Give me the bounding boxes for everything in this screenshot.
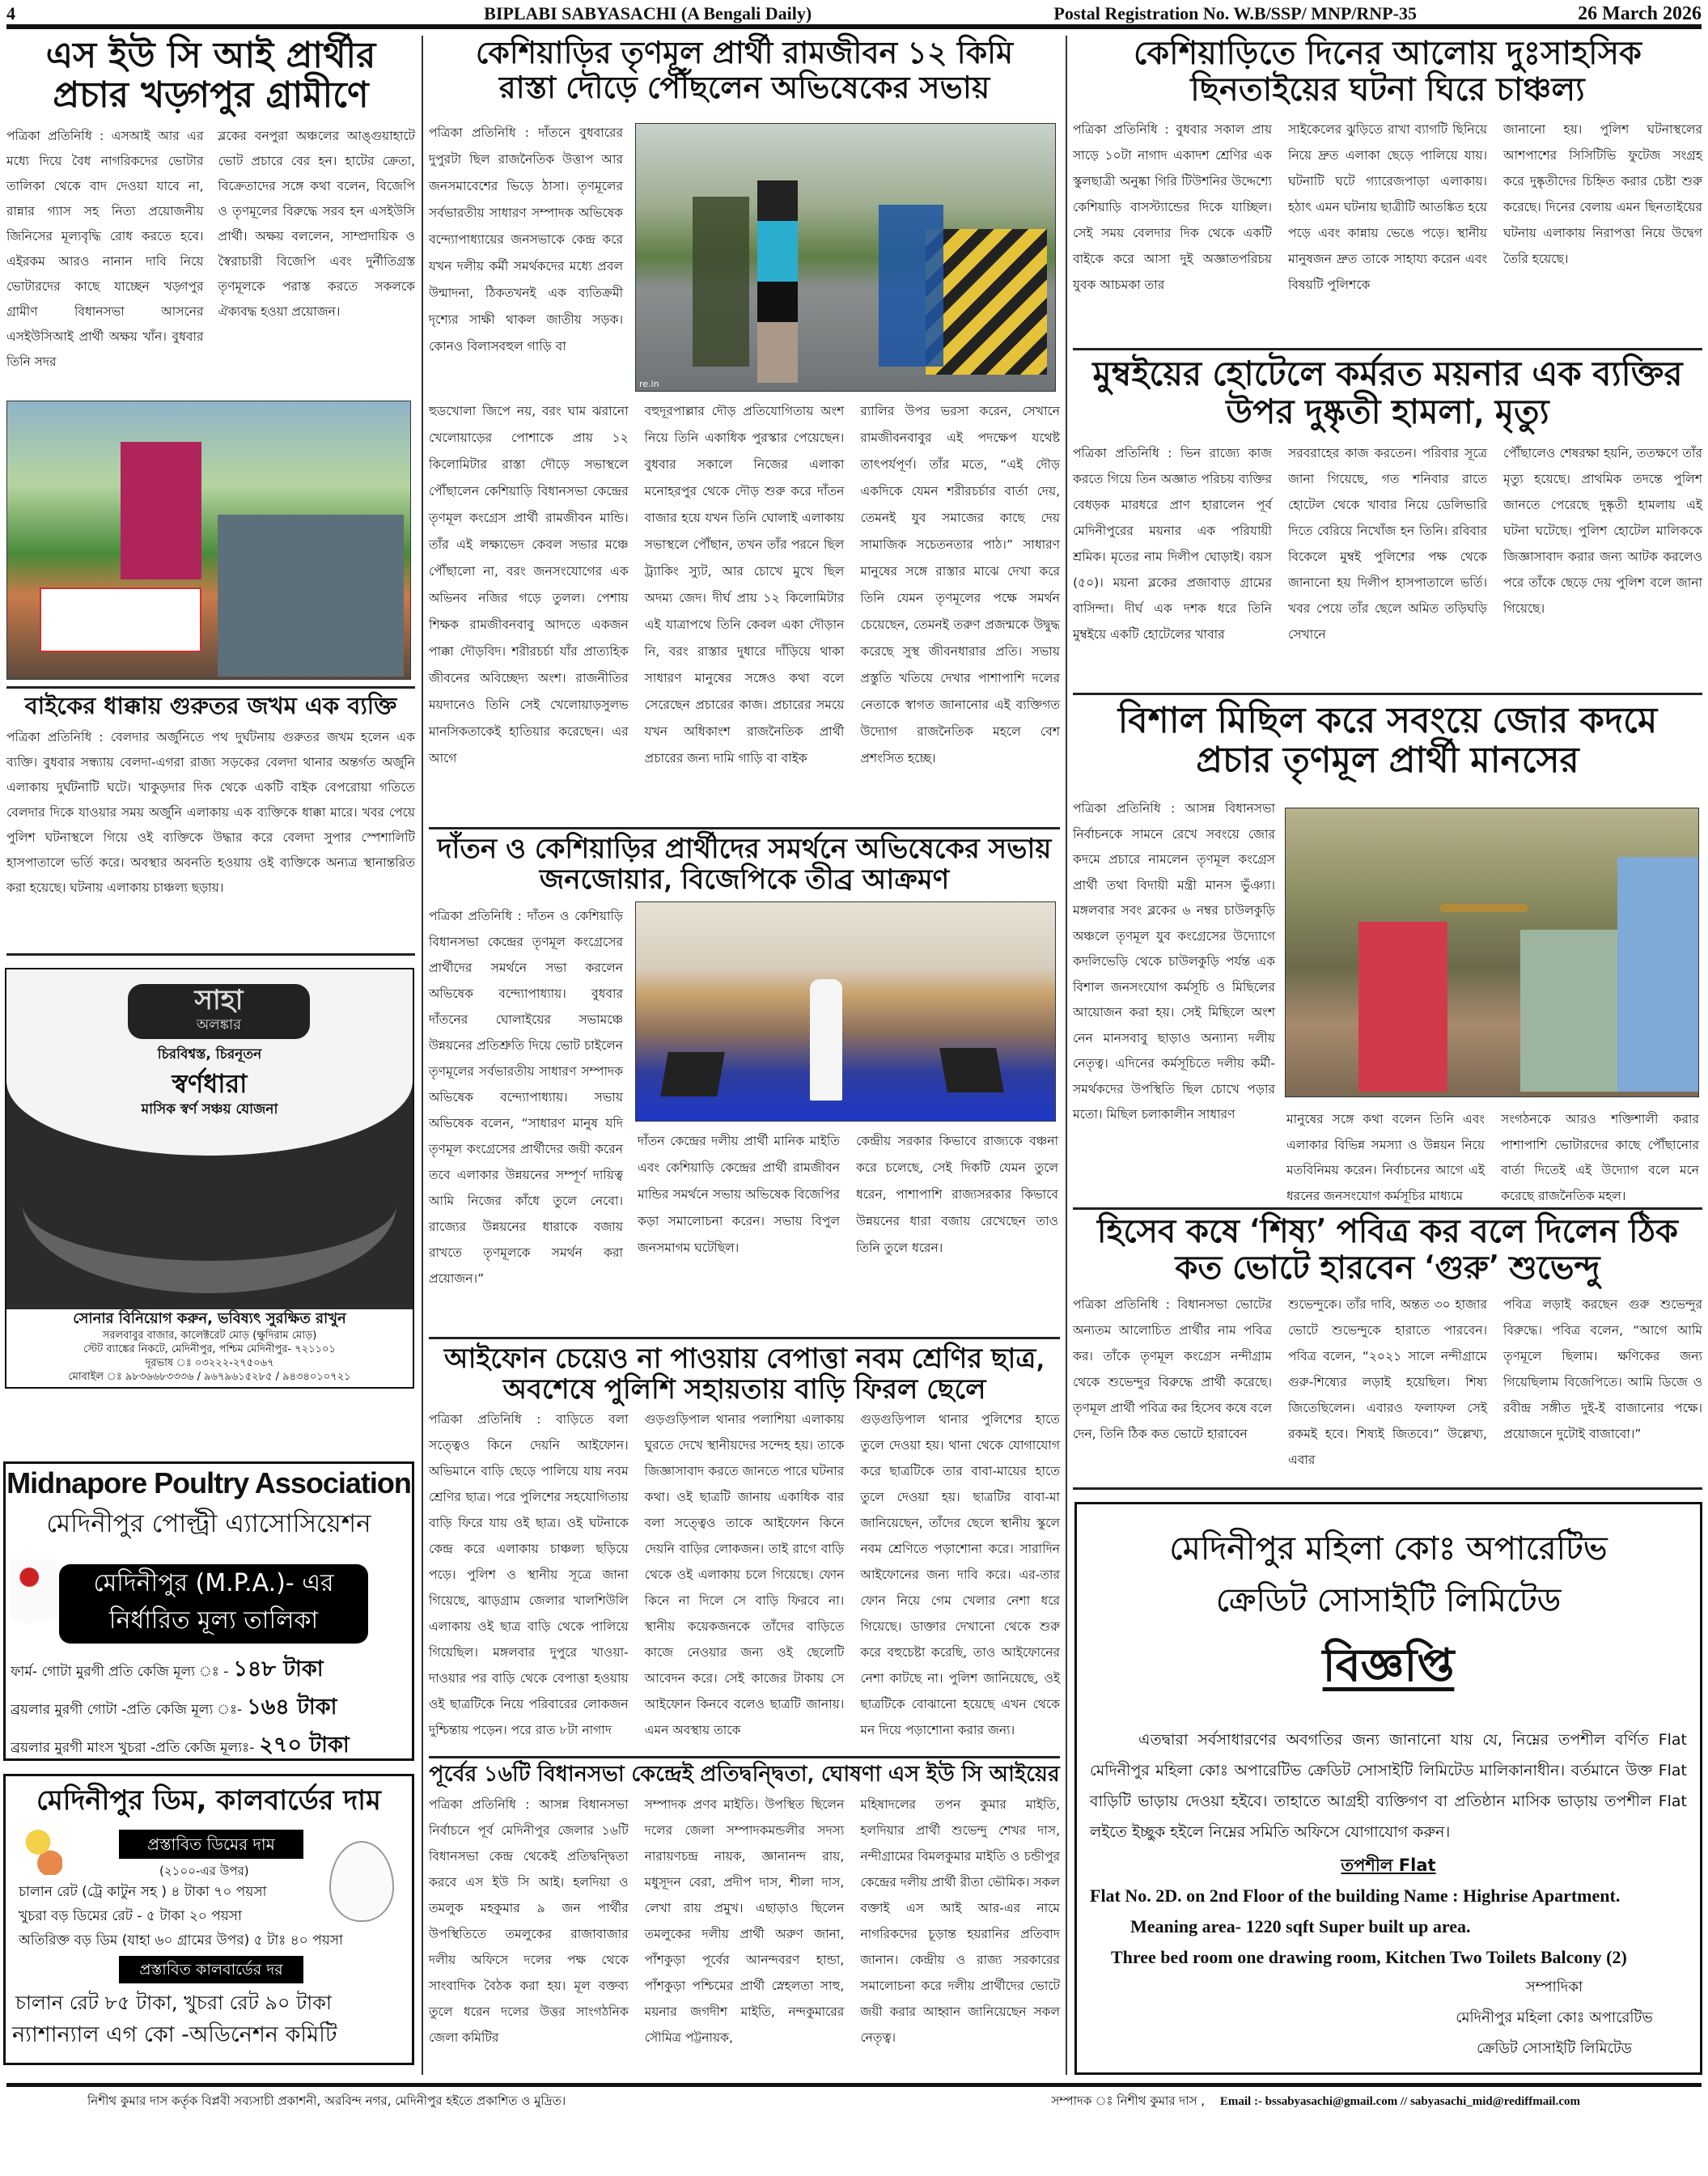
price-label: ব্রয়লার মুরগী গোটা -প্রতি কেজি মূল্য ঃ- [11,1702,243,1718]
headline: বাইকের ধাক্কায় গুরুতর জখম এক ব্যক্তি [24,692,397,719]
poultry-title-bn: মেদিনীপুর পোল্ট্রী এ্যাসোসিয়েশন [46,1509,371,1538]
brand-logo [128,984,310,1039]
poultry-price-list [11,1652,407,1766]
kalbird-price-banner: প্রস্তাবিত কালবার্ডের দর [119,1956,303,1983]
article-column: জানানো হয়। পুলিশ ঘটনাস্থলের আশপাশের সিসিটিভি ফুটেজ সংগ্রহ করে দুষ্কৃতীদের চিহ্নিত করার চেষ্টা শুরু করেছে। দিনের বেলায় এমন ছিনতাইয়ের ঘটনায় এলাকায় নিরাপত্তা নিয়ে উদ্বেগ তৈরি হয়েছে। [1503,121,1702,266]
notice-signatory [1441,1972,1668,2064]
article-column: দাঁতন কেন্দ্রের দলীয় প্রার্থী মানিক মাইতি এবং কেশিয়াড়ি কেন্দ্রের প্রার্থী রামজীবন মান্ডির সমর্থনে সভায় অভিষেক বিজেপির কড়া সমালোচনা করেন। সভায় বিপুল জনসমাগম ঘটেছিল। [638,1134,840,1255]
kalbird-rate: চালান রেট ৮৫ টাকা, খুচরা রেট ৯০ টাকা [15,1991,332,2014]
article-bike-accident [6,693,415,952]
article-column: পত্রিকা প্রতিনিধি : এসআই আর এর মধ্যে দিয়ে বৈধ নাগরিকদের ভোটার তালিকা থেকে বাদ দেওয়া যাবে না, রান্নার গ্যাস সহ নিত্য প্রয়োজনীয় জিনিসের মূল্যবৃদ্ধি রোধ করতে হবে। এইরকম আরও নানান দাবি নিয়ে ভোটারদের কাছে যাচ্ছেন খড়্গপুর গ্রামীণ বিধানসভা আসনের এসইউসিআই প্রার্থী অক্ষয় খাঁন। বুধবার তিনি সদর [6,128,204,369]
masthead-rule [6,24,1702,29]
section-rule [1073,693,1702,695]
section-rule [429,1756,1060,1758]
article-abhishek-rally [429,833,1060,1327]
ramjiban-run-photo [635,123,1056,392]
section-rule [1073,1207,1702,1210]
committee-name: ন্যাশান্যাল এগ কো -অডিনেশন কমিটি [12,2022,337,2047]
price-row [11,1652,407,1690]
article-suci-campaign [6,36,415,392]
egg-note: (২১০০-এর উপর) [159,1864,249,1878]
page-number: 4 [6,3,15,23]
headline: বিশাল মিছিল করে সবংয়ে জোর কদমে প্রচার তৃণমূল প্রার্থী মানসের [1117,700,1658,782]
abhishek-rally-photo [635,901,1056,1122]
headline: দাঁতন ও কেশিয়াড়ির প্রার্থীদের সমর্থনে অভিষেকের সভায় জনজোয়ার, বিজেপিকে তীব্র আক্রমণ [437,833,1052,897]
article-column: গুড়গুড়িপাল থানার পুলিশের হাতে তুলে দেওয়া হয়। থানা থেকে যোগাযোগ করে ছাত্রটিকে তার বাবা-মায়ের হাতে তুলে দেওয়া হয়। ছাত্রটির বাবা-মা জানিয়েছেন, তাঁদের ছেলে স্থানীয় স্কুলে নবম শ্রেণিতে পড়াশোনা করে। সারাদিন আইফোনের জন্য দাবি করে। এর-তার ফোন নিয়ে গেম খেলার নেশা ধরে গিয়েছে। ডাক্তার দেখানো থেকে শুরু করে বহুচেষ্টা করেছি, তাও আইফোনের নেশা কাটছে না। পুলিশ জানিয়েছে, ওই ছাত্রটিকে বোঝানো হয়েছে এখন থেকে মন দিয়ে পড়াশোনা করার জন্য। [860,1412,1061,1738]
section-rule [429,1337,1060,1339]
contact-email[interactable]: Email :- bssabyasachi@gmail.com // sabyasachi_mid@rediffmail.com [1219,2095,1580,2108]
egg-price-ad [3,1774,414,2065]
publisher-imprint: নিশীথ কুমার দাস কর্তৃক বিপ্লবী সব্যসাচী প্রকাশনী, অরবিন্দ নগর, মেদিনীপুর হইতে প্রকাশিত ও মুদ্রিত। [87,2093,566,2108]
aarti-plate [1439,904,1528,912]
article-column: ব্লকের বনপুরা অঞ্চলের আঙ্গুয়াহাটে ভোট প্রচারে বের হন। হাটের ক্রেতা, বিক্রেতাদের সঙ্গে কথা বলেন, বিজেপি ও তৃণমূলের বিরুদ্ধে সরব হন এসইউসি প্রার্থী। অক্ষয় বললেন, সাম্প্রদায়িক ও স্বৈরাচারী বিজেপি এবং দুর্নীতিগ্রস্ত তৃণমূলকে পরাস্ত করতে সকলকে ঐক্যবদ্ধ হওয়া প্রয়োজন। [218,128,415,319]
postal-registration: Postal Registration No. W.B/SSP/ MNP/RNP-35 [1053,3,1417,23]
ad-tagline: চিরবিশ্বস্ত, চিরনূতন [157,1046,262,1063]
article-column: পত্রিকা প্রতিনিধি : দাঁতনে বুধবারের দুপুরটা ছিল রাজনৈতিক উত্তাপ আর জনসমাবেশের ভিড়ে ঠাসা। তৃণমূলের সর্বভারতীয় সাধারণ সম্পাদক অভিষেক বন্দ্যোপাধ্যায়ের জনসভাকে কেন্দ্র করে যখন দলীয় কর্মী সমর্থকদের মধ্যে প্রবল উন্মাদনা, ঠিকতখনই এক ব্যতিক্রমী দৃশ্যের সাক্ষী থাকল জাতীয় সড়ক। কোনও বিলাসবহুল গাড়ি বা [429,125,623,354]
article-column: হুডখোলা জিপে নয়, বরং ঘাম ঝরানো খেলোয়াড়ের পোশাকে প্রায় ১২ কিলোমিটার রাস্তা দৌড়ে সভাস্থলে পৌঁছালেন কেশিয়াড়ি বিধানসভা কেন্দ্রের তৃণমূল কংগ্রেস প্রার্থী রামজীবন মান্ডি। তাঁর এই লক্ষ্যভেদ কেবল সভার মঞ্চে পৌঁছালো না, বরং জনসংযোগের এক অভিনব নজির গড়ে তুলল। পেশায় শিক্ষক রামজীবনবাবু আদতে একজন পাক্কা দৌড়বিদ। শরীরচর্চা যাঁর প্রাত্যহিক জীবনের অবিচ্ছেদ্য অংশ। রাজনীতির ময়দানেও তিনি সেই খেলোয়াড়সুলভ মানসিকতাকেই হাতিয়ার করেছেন। এর আগে [429,404,629,766]
ad-contact-panel [6,1309,413,1387]
article-column: মহিষাদলের তপন কুমার মাইতি, হলদিয়ার প্রার্থী শুভেন্দু শেখর দাস, নন্দীগ্রামের বিমলকুমার মাইতি ও চন্ডীপুর কেন্দ্রের দলীয় প্রার্থী রীতা ভৌমিক। সকল বক্তাই এস আই আর-এর নামে নাগরিকদের চূড়ান্ত হয়রানির প্রতিবাদ জানান। কেন্দ্রীয় ও রাজ্য সরকারের সমালোচনা করে দলীয় প্রার্থীদের ভোটে জয়ী করার আহ্বান জানিয়েছেন সকল নেতৃত্ব। [860,1797,1061,2046]
banner-shape [121,442,201,579]
issue-date: 26 March 2026 [1578,2,1702,24]
ad-phone: দূরভাষ ঃ ০৩২২২-২৭৫০৬৭ [145,1357,274,1369]
banner-line: নির্ধারিত মূল্য তালিকা [108,1606,319,1635]
article-column: পত্রিকা প্রতিনিধি : বিধানসভা ভোটের অন্যতম আলোচিত প্রার্থীর নাম পবিত্র কর। তাঁকে তৃণমূল কংগ্রেস নন্দীগ্রাম থেকে শুভেন্দুর বিরুদ্ধে প্রার্থী করেছে। তৃণমূল প্রার্থী পবিত্র কর হিসেব কষে বলে দেন, তিনি ঠিক কত ভোটে হারাবেন [1073,1296,1272,1441]
notice-title: বিজ্ঞপ্তি [1322,1639,1455,1692]
egg-rates [19,1880,343,1953]
footer-contact [1051,2092,1580,2112]
supporter-figure [1617,857,1698,1092]
egg-rate: খুচরা বড় ডিমের রেট - ৫ টাকা ২০ পয়সা [19,1908,242,1924]
woman-figure [1358,922,1447,1092]
article-column: সাইকেলের ঝুড়িতে রাখা ব্যাগটি ছিনিয়ে নিয়ে দ্রুত এলাকা ছেড়ে পালিয়ে যায়। ঘটনাটি ঘটে গ্যারেজপাড়া এলাকায়। হঠাৎ এমন ঘটনায় ছাত্রীটি আতঙ্কিত হয়ে পড়ে এবং কান্নায় ভেঙে পড়ে। স্থানীয় মানুষজন দ্রুত তাকে সাহায্য করেন এবং বিষয়টি পুলিশকে [1288,121,1487,292]
footer [6,2092,1702,2112]
article-column: র‍্যালির উপর ভরসা করেন, সেখানে রামজীবনবাবুর এই পদক্ষেপ যথেষ্ট তাৎপর্যপূর্ণ। তাঁর মতে, “এই দৌড় একদিকে যেমন শরীরচর্চার বার্তা দেয়, তেমনই যুব সমাজের কাছে দেয় সামাজিক সচেতনতার পাঠ।” সাধারণ মানুষের সঙ্গে রাস্তার মাঝে দেখা করে তিনি যেমন তৃণমূলের পক্ষে সমর্থন চেয়েছেন, তেমনই তরুণ প্রজন্মকে উদ্বুদ্ধ করেছে সুস্থ জীবনধারার প্রতি। সভায় প্রস্তুতি খতিয়ে দেখার পাশাপাশি দলের নেতাকে স্বাগত জানানোর এই ব্যক্তিগত উদ্যোগ রাজনৈতিক মহলে বেশ প্রশংসিত হচ্ছে। [860,404,1061,766]
flat-detail: Meaning area- 1220 sqft Super built up area. [1130,1916,1471,1936]
article-ramjiban-run [429,36,1060,837]
candidate-figure [1520,930,1625,1092]
necklace-graphic [23,1115,396,1293]
flat-detail: Three bed room one drawing room, Kitchen Two Toilets Balcony (2) [1111,1947,1627,1967]
photo-credit: re.in [639,379,659,389]
ad-slogan: সোনার বিনিয়োগ করুন, ভবিষ্যৎ সুরক্ষিত রাখুন [73,1310,346,1327]
rider [879,205,943,367]
article-column: পত্রিকা প্রতিনিধি : আসন্ন বিধানসভা নির্বাচনে পূর্ব মেদিনীপুর জেলার ১৬টি বিধানসভা কেন্দ্র থেকেই প্রতিদ্বন্দ্বিতা করবে এস ইউ সি আই। হলদিয়া ও তমলুক মহকুমার ৯ জন পার্থীর উপস্থিতিতে তমলুকের রাজাবাজার দলীয় অফিসে দলের পক্ষ থেকে সাংবাদিক বৈঠক করা হয়। মূল বক্তব্য তুলে ধরেন দলের উত্তর সাংগঠনিক জেলা কমিটির [429,1797,629,2046]
notice-org-line: মেদিনীপুর মহিলা কোঃ অপারেটিভ [1169,1530,1608,1567]
poultry-ad [3,1461,414,1761]
price-value: ১৪৮ টাকা [233,1656,324,1682]
notice-org-line: ক্রেডিট সোসাইটি লিমিটেড [1215,1582,1562,1619]
article-column: সম্পাদক প্রণব মাইতি। উপস্থিত ছিলেন দলের জেলা সম্পাদকমন্ডলীর সদস্য নারায়ণচন্দ্র নায়ক, জ্ঞানানন্দ রায়, মধুসূদন বেরা, প্রদীপ দাস, শীলা দাস, লেখা রায় প্রমুখ। এছাড়াও ছিলেন তমলুকের দলীয় প্রার্থী অরুণ জানা, পাঁশকুড়া পূর্বের আনন্দবরণ হান্ডা, পাঁশকুড়া পশ্চিমের প্রার্থী স্নেহলতা সাহু, ময়নার জগদীশ মাইতি, নন্দকুমারের সৌমিত্র পট্টনায়ক, [644,1797,845,2046]
runner [757,180,798,383]
section-rule [6,953,415,956]
section-rule [6,686,415,689]
cooperative-notice [1074,1502,1702,2075]
paper-name: BIPLABI SABYASACHI (A Bengali Daily) [484,3,812,23]
footer-rule [6,2083,1702,2087]
masthead [6,3,1702,24]
article-manas-rally [1073,701,1702,1203]
article-column: পত্রিকা প্রতিনিধি : বুধবার সকাল প্রায় সাড়ে ১০টা নাগাদ একাদশ শ্রেণির এক স্কুলছাত্রী অনুষ্কা গিরি টিউশনির উদ্দেশ্যে কেশিয়াড়ি বাসস্ট্যান্ডের দিকে যাচ্ছিল। সেই সময় বেলদার দিক থেকে একটি বাইকে করে আসা দুই অজ্ঞাতপরিচয় যুবক আচমকা তার [1073,121,1272,292]
article-column: শুভেন্দুকে। তাঁর দাবি, অন্তত ৩০ হাজার ভোটে শুভেন্দুকে হারাতে পারবেন। পবিত্র বলেন, “২০২১ সালে নন্দীগ্রামে গুরু-শিষ্যের লড়াই হয়েছিল। শিষ্য জিতেছিলেন। এবারও ফলাফল সেই রকমই হবে। শিষ্যই জিতবে।” উল্লেখ্য, এবার [1288,1296,1487,1467]
rider [693,197,749,367]
article-pabitra-kar [1073,1214,1702,1489]
brand-name: সাহা [194,984,244,1016]
headline: মুম্বইয়ের হোটেলে কর্মরত ময়নার এক ব্যক্তির উপর দুষ্কৃতী হামলা, মৃত্যু [1092,354,1683,432]
notice-body: এতদ্বারা সর্বসাধারণের অবগতির জন্য জানানো যায় যে, নিম্নের তপশীল বর্ণিত Flat মেদিনীপুর মহিলা কোঃ অপারেটিভ ক্রেডিট সোসাইটি লিমিটেড মালিকানাধীন। বর্তমানে উক্ত Flat বাড়িটি ভাড়ায় দেওয়া হইবে। তাহাতে আগ্রহী ব্যক্তিগণ বা প্রতিষ্ঠান মাসিক ভাড়ায় তপশীল Flat লইতে ইচ্ছুক হইলে নিম্নের সমিতি অফিসে যোগাযোগ করুন। [1090,1731,1687,1841]
price-list-banner [59,1564,368,1644]
egg-rate: অতিরিক্ত বড় ডিম (যাহা ৬০ গ্রামের উপর) ৫ টাঃ ৪০ পয়সা [19,1932,343,1949]
manas-rally-photo [1285,808,1699,1097]
price-value: ২৭০ টাকা [259,1733,350,1758]
poultry-title-en: Midnapore Poultry Association [6,1466,411,1499]
headline: কেশিয়াড়ির তৃণমূল প্রার্থী রামজীবন ১২ কিমি রাস্তা দৌড়ে পৌঁছলেন অভিষেকের সভায় [475,35,1014,105]
scheme-name: স্বর্ণধারা [172,1068,248,1099]
schedule-title: তপশীল Flat [1341,1856,1436,1875]
chick-icon [22,1828,62,1875]
chicken-icon [11,1559,57,1648]
scheme-description: মাসিক স্বর্ণ সঞ্চয় যোজনা [141,1101,278,1118]
article-column: কেন্দ্রীয় সরকার কিভাবে রাজ্যকে বঞ্চনা করে চলেছে, সেই দিকটি যেমন তুলে ধরেন, পাশাপাশি রাজ্যসরকার কিভাবে উন্নয়নের ধারা বজায় রেখেছেন তাও তিনি তুলে ধরেন। [856,1134,1058,1255]
headline: আইফোন চেয়েও না পাওয়ায় বেপাত্তা নবম শ্রেণির ছাত্র, অবশেষে পুলিশি সহায়তায় বাড়ি ফিরল ছেলে [443,1343,1045,1406]
ad-mobile: মোবাইল ঃ ৯৮৩৬৬৮৩৩৩৬ / ৯৬৭৯৬১৫২৮৫ / ৯৪৩৪০১০৭২১ [68,1371,351,1383]
price-label: ফার্ম- গোটা মুরগী প্রতি কেজি মূল্য ঃ - [11,1664,229,1680]
article-column: পত্রিকা প্রতিনিধি : ভিন রাজ্যে কাজ করতে গিয়ে তিন অজ্ঞাত পরিচয় ব্যক্তির বেধড়ক মারধরে প্রাণ হারালেন পূর্ব মেদিনীপুরের ময়নার এক পরিযায়ী শ্রমিক। মৃতের নাম দিলীপ ঘোড়াই। বয়স (৫০)। ময়না ব্লকের প্রজাবাড় গ্রামের বাসিন্দা। দীর্ঘ এক দশক ধরে তিনি মুম্বইয়ে একটি হোটেলের খাবার [1073,446,1272,643]
article-mumbai-attack [1073,354,1702,694]
egg-ad-title: মেদিনীপুর ডিম, কালবার্ডের দাম [36,1784,381,1817]
banner-line: মেদিনীপুর (M.P.A.)- এর [93,1569,334,1597]
article-column: পবিত্র লড়াই করছেন গুরু শুভেন্দুর বিরুদ্ধে। পবিত্র বলেন, “আগে আমি তৃণমূলে ছিলাম। ক্ষণিকের জন্য গিয়েছিলাম বিজেপিতে। আমি ডিজে ও রবীন্দ্র সঙ্গীত দুই-ই বাজানোর পক্ষে। প্রয়োজনে দুটোই বাজাবো।” [1503,1296,1702,1441]
brand-subtitle: অলঙ্কার [196,1016,242,1033]
people-group [218,515,404,677]
article-column: বহুদূরপাল্লার দৌড় প্রতিযোগিতায় অংশ নিয়ে তিনি একাধিক পুরস্কার পেয়েছেন। বুধবার সকালে নিজের এলাকা মনোহরপুর থেকে দৌড় শুরু করে দাঁতন বাজার হয়ে যখন তিনি ঘোলাই এলাকায় সভাস্থলে পৌঁছান, তখন তাঁর পরনে ছিল ট্র্যাকিং স্যুট, আর চোখে মুখে ছিল অদম্য জেদ। দীর্ঘ প্রায় ১২ কিলোমিটার এই যাত্রাপথে তিনি কেবল একা দৌড়ান নি, বরং রাস্তার দুধারে দাঁড়িয়ে থাকা সাধারণ মানুষের সঙ্গেও কথা বলে সেরেছেন প্রচারের কাজ। প্রচারের সময়ে যখন অধিকাংশ রাজনৈতিক প্রার্থী প্রচারের জন্য দামি গাড়ি বা বাইক [644,404,845,766]
article-column: মানুষের সঙ্গে কথা বলেন তিনি এবং এলাকার বিভিন্ন সমস্যা ও উন্নয়ন নিয়ে মতবিনিময় করেন। নির্বাচনের আগে এই ধরনের জনসংযোগ কর্মসূচির মাধ্যমে [1286,1112,1485,1203]
signatory-title: সম্পাদিকা [1525,1979,1583,1996]
article-column: পৌঁছালেও শেষরক্ষা হয়নি, ততক্ষণে তাঁর মৃত্যু হয়েছে। প্রাথমিক তদন্তে পুলিশ জানতে পেরেছে দুষ্কৃতী হামলায় এই ঘটনা ঘটেছে। পুলিশ হোটেল মালিককে জিজ্ঞাসাবাদ করার জন্য আটক করলেও পরে তাঁকে ছেড়ে দেয় পুলিশ বলে জানা গিয়েছে। [1503,446,1702,617]
column-divider [422,36,423,2075]
headline: এস ইউ সি আই প্রার্থীর প্রচার খড়্গপুর গ্রামীণে [45,35,376,117]
loudspeaker [939,1048,1004,1092]
price-value: ১৬৪ টাকা [247,1695,337,1720]
jewellery-ad [5,968,414,1389]
article-suci-16-seats [429,1762,1060,2078]
campaign-banner [40,587,201,652]
signatory-org: মেদিনীপুর মহিলা কোঃ অপারেটিভ [1456,2009,1653,2026]
price-row [11,1728,407,1766]
egg-rate: চালান রেট (ট্রে কাটুন সহ ) ৪ টাকা ৭০ পয়সা [19,1884,267,1900]
suci-campaign-photo [6,401,411,680]
headline: কেশিয়াড়িতে দিনের আলোয় দুঃসাহসিক ছিনতাইয়ের ঘটনা ঘিরে চাঞ্চল্য [1133,35,1642,108]
price-row [11,1690,407,1728]
headline: হিসেব কষে ‘শিষ্য’ পবিত্র কর বলে দিলেন ঠিক কত ভোটে হারবেন ‘গুরু’ শুভেন্দু [1097,1213,1678,1287]
article-column: পত্রিকা প্রতিনিধি : বাড়িতে বলা সত্ত্বেও কিনে দেয়নি আইফোন। অভিমানে বাড়ি ছেড়ে পালিয়ে যায় নবম শ্রেণির ছাত্র। পরে পুলিশের সহযোগিতায় বাড়ি ফিরে যায় ওই ছাত্র। ওই ঘটনাকে কেন্দ্র করে এলাকায় চাঞ্চল্য ছড়িয়ে পড়ে। পুলিশ ও স্থানীয় সূত্রে জানা গিয়েছে, ঝাড়গ্রাম জেলার খালশিউলি এলাকায় ওই ছাত্র বাড়ি থেকে পালিয়ে গিয়েছিল। মঙ্গলবার দুপুরে খাওয়া-দাওয়ার পর বাড়ি থেকে বেপাত্তা হওয়ায় ওই ছাত্রটিকে নিয়ে পরিবারের লোকজন দুশ্চিন্তায় পড়েন। পরে রাত ৮টা নাগাদ [429,1412,629,1738]
article-body: পত্রিকা প্রতিনিধি : বেলদার অর্জুনিতে পথ দুর্ঘটনায় গুরুতর জখম হলেন এক ব্যক্তি। বুধবার সন্ধ্যায় বেলদা-এগরা রাজ্য সড়কের বেলদা থানার অন্তর্গত অর্জুনি এলাকায় দুর্ঘটনাটি ঘটে। খাকুড়দার দিক থেকে একটি বাইক বেপরোয়া গতিতে বেলদার দিকে যাওয়ার সময় অর্জুনি এলাকায় এক ব্যক্তিকে ধাক্কা মারে। খবর পেয়ে পুলিশ ঘটনাস্থলে গিয়ে ওই ব্যক্তিকে উদ্ধার করে বেলদা সুপার স্পেশালিটি হাসপাতালে ভর্তি করে। অবস্থার অবনতি হওয়ায় ওই ব্যক্তিকে অন্যত্র স্থানান্তরিত করা হয়েছে। ঘটনায় এলাকায় চাঞ্চল্য ছড়ায়। [6,730,415,896]
speaker-figure [810,979,842,1101]
article-snatching [1073,36,1702,343]
article-iphone-student [429,1343,1061,1738]
column-divider [1066,36,1067,2075]
ad-address-line: স্টেট ব্যাঙ্কের নিকটে, মেদিনীপুর, পশ্চিম মেদিনীপুর- ৭২১১০১ [83,1343,336,1355]
ad-address-line: সরলবাবুর বাজার, কালেক্টরেট মোড় (ক্ষুদিরাম মোড়) [102,1330,317,1342]
signatory-org: ক্রেডিট সোসাইটি লিমিটেড [1477,2040,1632,2057]
road-barrier [926,229,1047,375]
article-column: গুড়গুড়িপাল থানার পলাশিয়া এলাকায় ঘুরতে দেখে স্থানীয়দের সন্দেহ হয়। তাকে জিজ্ঞাসাবাদ করতে জানতে পারে ঘটনার কথা। ওই ছাত্রটি জানায় একাধিক বার বলা সত্ত্বেও তাকে আইফোন কিনে দেয়নি বাড়ির লোকজন। তাই রাগে বাড়ি থেকে ওই এলাকায় চলে গিয়েছে। ফোন কিনে না দিলে সে বাড়ি ফিরবে না। স্থানীয় কয়েকজনকে তাঁদের বাড়িতে কাজে নেওয়ার জন্য ওই ছেলেটি আবেদন করে। সেই কাজের টাকায় সে আইফোন কিনবে বলেও ছাত্রটি জানায়। এমন অবস্থায় তাকে [644,1412,845,1738]
section-rule [1073,348,1702,350]
article-column: সংগঠনকে আরও শক্তিশালী করার পাশাপাশি ভোটারদের কাছে পৌঁছানোর বার্তা দিতেই এই উদ্যোগ বলে মনে করেছে রাজনৈতিক মহল। [1501,1112,1699,1203]
article-column: সরবরাহের কাজ করতেন। পরিবার সূত্রে জানা গিয়েছে, গত শনিবার রাতে হোটেল থেকে খাবার নিয়ে ডেলিভারি দিতে বেরিয়ে নিখোঁজ হন তিনি। রবিবার বিকেলে মুম্বই পুলিশের পক্ষ থেকে জানানো হয় দিলীপ হাসপাতালে ভর্তি। খবর পেয়ে তাঁর ছেলে অমিত তড়িঘড়ি সেখানে [1288,446,1487,643]
article-column: পত্রিকা প্রতিনিধি : আসন্ন বিধানসভা নির্বাচনকে সামনে রেখে সবংয়ে জোর কদমে প্রচারে নামলেন তৃণমূল কংগ্রেস প্রার্থী তথা বিদায়ী মন্ত্রী মানস ভুঁঞ্যা। মঙ্গলবার সবং ব্লকের ৬ নম্বর চাউলকুড়ি অঞ্চলে তৃণমূল যুব কংগ্রেসের উদ্যোগে কদলিভেড়ি থেকে চাউলকুড়ি পর্যন্ত এক বিশাল জনসংযোগ কর্মসূচি ও মিছিলের আয়োজন করা হয়। সেই মিছিলে অংশ নেন মানসবাবু ছাড়াও অন্যান্য দলীয় নেতৃত্ব। এদিনের কর্মসূচিতে দলীয় কর্মী-সমর্থকদের উপস্থিতি ছিল চোখে পড়ার মতো। মিছিল চলাকালীন সাধারণ [1073,801,1275,1122]
editor-name: সম্পাদক ঃ নিশীথ কুমার দাস , [1051,2093,1206,2108]
headline: পূর্বের ১৬টি বিধানসভা কেন্দ্রেই প্রতিদ্বন্দ্বিতা, ঘোষণা এস ইউ সি আইয়ের [429,1762,1060,1787]
loudspeaker [660,1052,725,1096]
price-label: ব্রয়লার মুরগী মাংস খুচরা -প্রতি কেজি মূল্যঃ- [11,1740,255,1756]
section-rule [429,827,1060,829]
article-column: পত্রিকা প্রতিনিধি : দাঁতন ও কেশিয়াড়ি বিধানসভা কেন্দ্রের তৃণমূল কংগ্রেসের প্রার্থীদের সমর্থনে সভা করলেন অভিষেক বন্দ্যোপাধ্যায়। বুধবার দাঁতনের ঘোলাইয়ের সভামঞ্চে উন্নয়নের প্রতিশ্রুতি দিয়ে ভোট চাইলেন তৃণমূলের সর্বভারতীয় সাধারণ সম্পাদক অভিষেক বন্দ্যোপাধ্যায়। সভায় অভিষেক বলেন, “সাধারণ মানুষ যদি তৃণমূল কংগ্রেসের প্রার্থীদের জয়ী করেন তবে এলাকার উন্নয়নের সম্পূর্ণ দায়িত্ব আমি নিজের কাঁধে তুলে নেবো। রাজ্যের উন্নয়নের ধারাকে বজায় রাখতে তৃণমূলকে সমর্থন করা প্রয়োজন।” [429,909,623,1286]
flat-detail: Flat No. 2D. on 2nd Floor of the building Name : Highrise Apartment. [1090,1885,1621,1906]
section-rule [1073,1487,1702,1490]
egg-price-banner: প্রস্তাবিত ডিমের দাম [119,1830,303,1859]
